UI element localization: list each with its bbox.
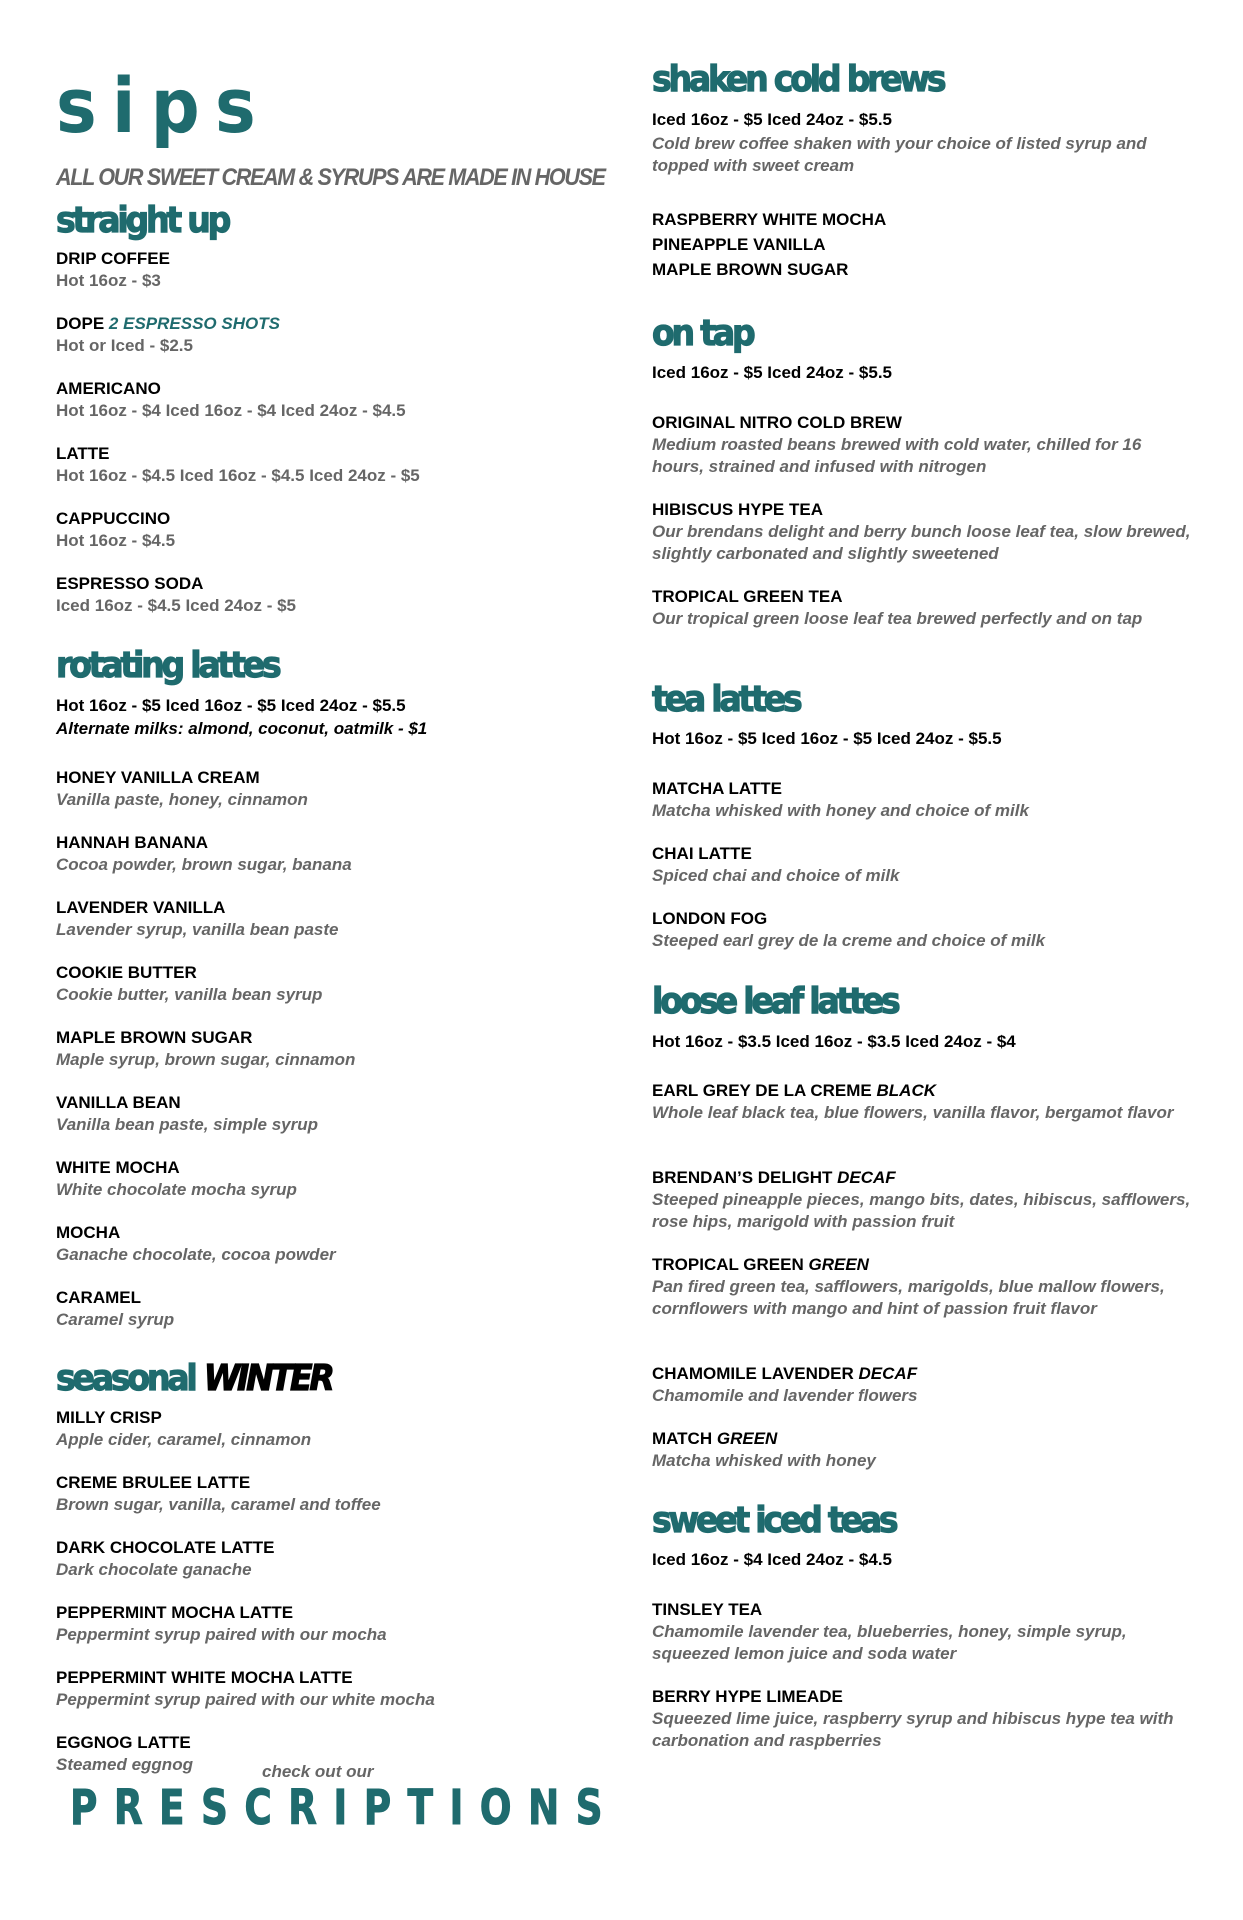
item-description: Matcha whisked with honey <box>652 1451 876 1470</box>
tea-type-tag: GREEN <box>716 1429 778 1448</box>
section-title-loose-leaf-lattes: loose leaf lattes <box>652 981 898 1022</box>
item-description: Ganache chocolate, cocoa powder <box>56 1245 336 1264</box>
item-name-text: TROPICAL GREEN <box>652 1255 804 1274</box>
item-name: HANNAH BANANA <box>56 833 209 852</box>
item-name <box>652 1080 1192 1102</box>
flavor-item: PINEAPPLE VANILLA <box>652 235 826 254</box>
house-made-tagline: ALL OUR SWEET CREAM & SYRUPS ARE MADE IN HOUSE <box>56 164 605 191</box>
tea-type-tag: DECAF <box>837 1168 896 1187</box>
item-name: HONEY VANILLA CREAM <box>56 768 260 787</box>
item-name-text: BRENDAN’S DELIGHT <box>652 1168 833 1187</box>
item-name: CAPPUCCINO <box>56 509 171 528</box>
item-price: Hot 16oz - $4.5 Iced 16oz - $4.5 Iced 24oz - $5 <box>56 466 420 485</box>
item-description: Vanilla bean paste, simple syrup <box>56 1115 319 1134</box>
item-description: Steeped pineapple pieces, mango bits, dates, hibiscus, safflowers, rose hips, marigold with passion fruit <box>652 1190 1191 1231</box>
season-label: WINTER <box>203 1358 332 1399</box>
menu-item <box>652 1599 1192 1665</box>
item-name-text: DOPE <box>56 314 105 333</box>
item-name: EGGNOG LATTE <box>56 1733 191 1752</box>
item-description: Whole leaf black tea, blue flowers, vanilla flavor, bergamot flavor <box>652 1103 1174 1122</box>
item-description: Dark chocolate ganache <box>56 1560 252 1579</box>
item-name: LONDON FOG <box>652 909 768 928</box>
item-name <box>652 1363 1192 1385</box>
menu-item <box>56 1472 596 1516</box>
tea-type-tag: GREEN <box>808 1255 869 1274</box>
section-prices: Hot 16oz - $5 Iced 16oz - $5 Iced 24oz - $5.5 <box>652 729 1002 748</box>
item-description: Peppermint syrup paired with our white mocha <box>56 1690 435 1709</box>
section-description: Cold brew coffee shaken with your choice of listed syrup and topped with sweet cream <box>652 134 1147 175</box>
menu-item <box>56 832 596 876</box>
item-description: Chamomile and lavender flowers <box>652 1386 918 1405</box>
item-name: LAVENDER VANILLA <box>56 898 226 917</box>
item-description: Pan fired green tea, safflowers, marigolds, blue mallow flowers, cornflowers with mango and hint of passion fruit flavor <box>652 1277 1165 1318</box>
item-description: Caramel syrup <box>56 1310 175 1329</box>
section-prices: Hot 16oz - $3.5 Iced 16oz - $3.5 Iced 24oz - $4 <box>652 1032 1016 1051</box>
menu-item <box>56 1157 596 1201</box>
item-name: DARK CHOCOLATE LATTE <box>56 1538 275 1557</box>
alternate-milks-note: Alternate milks: almond, coconut, oatmilk - $1 <box>56 719 428 738</box>
menu-item <box>56 1222 596 1266</box>
flavor-item: MAPLE BROWN SUGAR <box>652 260 849 279</box>
menu-item <box>56 1287 596 1331</box>
item-name: CARAMEL <box>56 1288 141 1307</box>
item-name <box>652 1428 1192 1450</box>
item-name <box>652 1167 1192 1189</box>
menu-item <box>652 1686 1192 1752</box>
item-name: LATTE <box>56 444 110 463</box>
flavor-list <box>652 207 886 282</box>
item-price: Hot or Iced - $2.5 <box>56 336 193 355</box>
item-price: Hot 16oz - $4.5 <box>56 531 176 550</box>
item-name: BERRY HYPE LIMEADE <box>652 1687 843 1706</box>
item-description: Steamed eggnog <box>56 1755 193 1774</box>
item-description: Our tropical green loose leaf tea brewed perfectly and on tap <box>652 609 1143 628</box>
seasonal-title-text: seasonal <box>56 1358 195 1399</box>
menu-item <box>652 1080 1192 1124</box>
menu-item <box>56 508 596 552</box>
item-description: Cocoa powder, brown sugar, banana <box>56 855 352 874</box>
item-description: Our brendans delight and berry bunch loose leaf tea, slow brewed, slightly carbonated and slightly sweetened <box>652 522 1191 563</box>
menu-item <box>56 1407 596 1451</box>
section-prices: Hot 16oz - $5 Iced 16oz - $5 Iced 24oz - $5.5 <box>56 696 406 715</box>
item-name: MOCHA <box>56 1223 121 1242</box>
item-description: Chamomile lavender tea, blueberries, honey, simple syrup, squeezed lemon juice and soda water <box>652 1622 1127 1663</box>
section-title-straight-up: straight up <box>56 200 229 241</box>
item-name: CHAI LATTE <box>652 844 752 863</box>
menu-item <box>56 767 596 811</box>
menu-item <box>652 1254 1192 1320</box>
item-name: MILLY CRISP <box>56 1408 162 1427</box>
item-accent: 2 ESPRESSO SHOTS <box>108 314 280 333</box>
item-price: Hot 16oz - $3 <box>56 271 161 290</box>
menu-item <box>652 412 1192 478</box>
section-title-seasonal <box>56 1358 332 1399</box>
menu-item <box>56 248 596 292</box>
item-name: PEPPERMINT WHITE MOCHA LATTE <box>56 1668 353 1687</box>
item-name-text: EARL GREY DE LA CREME <box>652 1081 872 1100</box>
tea-type-tag: DECAF <box>858 1364 918 1383</box>
menu-item <box>56 1667 596 1711</box>
item-name: CREME BRULEE LATTE <box>56 1473 251 1492</box>
item-name: ORIGINAL NITRO COLD BREW <box>652 413 902 432</box>
menu-item <box>652 499 1192 565</box>
item-description: Squeezed lime juice, raspberry syrup and hibiscus hype tea with carbonation and raspberries <box>652 1709 1174 1750</box>
item-description: Cookie butter, vanilla bean syrup <box>56 985 323 1004</box>
item-price: Hot 16oz - $4 Iced 16oz - $4 Iced 24oz - $4.5 <box>56 401 406 420</box>
item-name: ESPRESSO SODA <box>56 574 204 593</box>
item-description: Maple syrup, brown sugar, cinnamon <box>56 1050 356 1069</box>
item-name-text: CHAMOMILE LAVENDER <box>652 1364 854 1383</box>
item-name <box>652 1254 1192 1276</box>
section-title-shaken-cold-brews: shaken cold brews <box>652 59 944 100</box>
flavor-item: RASPBERRY WHITE MOCHA <box>652 210 887 229</box>
section-title-rotating-lattes: rotating lattes <box>56 645 279 686</box>
menu-item <box>56 313 596 357</box>
item-name: TROPICAL GREEN TEA <box>652 587 843 606</box>
item-description: Brown sugar, vanilla, caramel and toffee <box>56 1495 381 1514</box>
menu-item <box>652 843 1192 887</box>
item-description: Apple cider, caramel, cinnamon <box>56 1430 312 1449</box>
item-description: Spiced chai and choice of milk <box>652 866 900 885</box>
item-description: White chocolate mocha syrup <box>56 1180 297 1199</box>
item-description: Lavender syrup, vanilla bean paste <box>56 920 339 939</box>
item-description: Medium roasted beans brewed with cold water, chilled for 16 hours, strained and infused with nitrogen <box>652 435 1142 476</box>
menu-item <box>56 1602 596 1646</box>
menu-item <box>56 1092 596 1136</box>
item-name: HIBISCUS HYPE TEA <box>652 500 823 519</box>
item-name: MAPLE BROWN SUGAR <box>56 1028 253 1047</box>
section-title-on-tap: on tap <box>652 313 753 354</box>
section-title-sweet-iced-teas: sweet iced teas <box>652 1500 896 1541</box>
item-name <box>56 313 596 335</box>
menu-item <box>56 1537 596 1581</box>
item-price: Iced 16oz - $4.5 Iced 24oz - $5 <box>56 596 297 615</box>
menu-item <box>652 586 1192 630</box>
item-name: AMERICANO <box>56 379 161 398</box>
menu-item <box>652 778 1192 822</box>
section-prices: Iced 16oz - $4 Iced 24oz - $4.5 <box>652 1550 893 1569</box>
menu-item <box>652 1167 1192 1233</box>
item-name: VANILLA BEAN <box>56 1093 181 1112</box>
tea-type-tag: BLACK <box>876 1081 937 1100</box>
item-name: DRIP COFFEE <box>56 249 170 268</box>
menu-item <box>56 378 596 422</box>
menu-item <box>56 1027 596 1071</box>
item-name: PEPPERMINT MOCHA LATTE <box>56 1603 294 1622</box>
item-name: WHITE MOCHA <box>56 1158 180 1177</box>
item-name: COOKIE BUTTER <box>56 963 197 982</box>
menu-item <box>652 1428 1192 1472</box>
menu-item <box>56 573 596 617</box>
item-description: Steeped earl grey de la creme and choice of milk <box>652 931 1046 950</box>
item-description: Peppermint syrup paired with our mocha <box>56 1625 387 1644</box>
section-title-tea-lattes: tea lattes <box>652 679 800 720</box>
brand-logo: sips <box>56 61 272 150</box>
menu-item <box>56 962 596 1006</box>
item-name: TINSLEY TEA <box>652 1600 763 1619</box>
item-name-text: MATCH <box>652 1429 713 1448</box>
menu-item <box>56 443 596 487</box>
check-out-text: check out our <box>262 1762 374 1781</box>
item-description: Vanilla paste, honey, cinnamon <box>56 790 308 809</box>
section-prices: Iced 16oz - $5 Iced 24oz - $5.5 <box>652 363 893 382</box>
section-prices: Iced 16oz - $5 Iced 24oz - $5.5 <box>652 110 893 129</box>
prescriptions-link[interactable]: PRESCRIPTIONS <box>70 1780 620 1836</box>
item-description: Matcha whisked with honey and choice of milk <box>652 801 1029 820</box>
menu-item <box>56 897 596 941</box>
menu-item <box>652 1363 1192 1407</box>
item-name: MATCHA LATTE <box>652 779 782 798</box>
menu-item <box>652 908 1192 952</box>
